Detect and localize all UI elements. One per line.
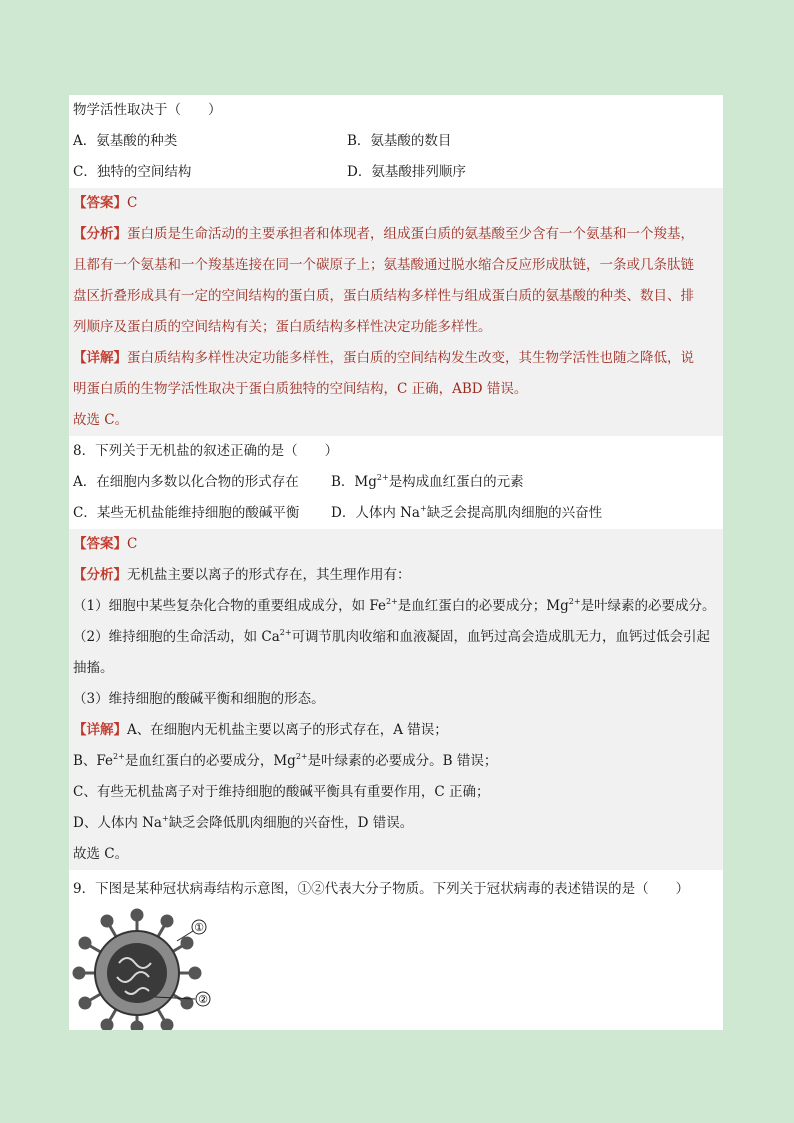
coronavirus-diagram: [69, 905, 229, 1030]
q8-analysis-point2: （2）维持细胞的生命活动，如 $Ca^{2+}$可调节肌肉收缩和血液凝固，血钙过高会造成肌无力，血钙过低会引起: [69, 622, 723, 653]
q7-choose: 故选 C。: [69, 405, 723, 436]
q8-option-d: D．人体内 Na+缺乏会提高肌肉细胞的兴奋性: [331, 504, 603, 521]
q7-answer: 【答案】C: [69, 188, 723, 219]
q8-analysis-point1: （1）细胞中某些复杂化合物的重要组成成分，如 $Fe^{2+}$是血红蛋白的必要成分；$Mg^{2+}$是叶绿素的必要成分。: [69, 591, 723, 622]
label-1: ①: [194, 921, 204, 934]
q7-detail-line2: 明蛋白质的生物学活性取决于蛋白质独特的空间结构，C 正确，ABD 错误。: [69, 374, 723, 405]
q8-option-a: A．在细胞内多数以化合物的形式存在: [73, 474, 299, 490]
q8-stem: 8．下列关于无机盐的叙述正确的是（ ）: [73, 443, 339, 459]
q8-options-row2: [69, 498, 723, 529]
q8-choose: 故选 C。: [69, 839, 723, 870]
q8-detail-d: D、人体内 Na+缺乏会降低肌肉细胞的兴奋性，D 错误。: [69, 808, 723, 839]
q8-option-c: C．某些无机盐能维持细胞的酸碱平衡: [73, 505, 300, 521]
q8-options-row1: [69, 467, 723, 498]
q7-option-c: C．独特的空间结构: [73, 164, 192, 180]
document-page: [69, 95, 723, 1030]
q7-option-b: B．氨基酸的数目: [347, 133, 452, 149]
q7-option-d: D．氨基酸排列顺序: [347, 164, 466, 180]
q8-option-b: B．$Mg^{2+}$是构成血红蛋白的元素: [331, 473, 524, 490]
q8-detail-b: B、$Fe^{2+}$是血红蛋白的必要成分，$Mg^{2+}$是叶绿素的必要成分。B 错误；: [69, 746, 723, 777]
q7-analysis-line1: 【分析】蛋白质是生命活动的主要承担者和体现者，组成蛋白质的氨基酸至少含有一个氨基和一个羧基，: [69, 219, 723, 250]
q8-analysis-point2-cont: 抽搐。: [69, 653, 723, 684]
q9-stem: 9．下图是某种冠状病毒结构示意图，①②代表大分子物质。下列关于冠状病毒的表述错误的是（ ）: [73, 881, 690, 897]
q7-options-row1: [69, 126, 723, 157]
q8-detail-a: 【详解】A、在细胞内无机盐主要以离子的形式存在，A 错误；: [69, 715, 723, 746]
q7-detail-line1: 【详解】蛋白质结构多样性决定功能多样性，蛋白质的空间结构发生改变，其生物学活性也随之降低，说: [69, 343, 723, 374]
q7-options-row2: [69, 157, 723, 188]
q8-analysis-point3: （3）维持细胞的酸碱平衡和细胞的形态。: [69, 684, 723, 715]
q7-stem-tail: 物学活性取决于（ ）: [73, 102, 222, 118]
q7-option-a: A．氨基酸的种类: [73, 133, 178, 149]
q8-answer: 【答案】C: [69, 529, 723, 560]
q8-detail-c: C、有些无机盐离子对于维持细胞的酸碱平衡具有重要作用，C 正确；: [69, 777, 723, 808]
q8-analysis-intro: 【分析】无机盐主要以离子的形式存在，其生理作用有：: [69, 560, 723, 591]
q7-analysis-line2: 且都有一个氨基和一个羧基连接在同一个碳原子上；氨基酸通过脱水缩合反应形成肽链，一条或几条肽链: [69, 250, 723, 281]
q7-analysis-line3: 盘区折叠形成具有一定的空间结构的蛋白质，蛋白质结构多样性与组成蛋白质的氨基酸的种类、数目、排: [69, 281, 723, 312]
q7-analysis-line4: 列顺序及蛋白质的空间结构有关；蛋白质结构多样性决定功能多样性。: [69, 312, 723, 343]
label-2: ②: [198, 993, 208, 1006]
